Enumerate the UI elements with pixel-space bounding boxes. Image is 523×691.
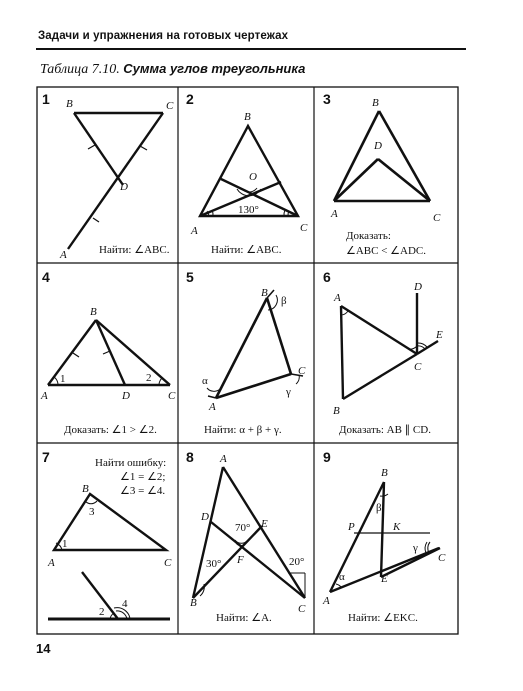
label-b: B	[244, 111, 251, 123]
angle-1: 1	[62, 538, 68, 550]
caption: Найти: ∠A.	[216, 612, 272, 624]
caption-line1: Найти ошибку:	[95, 457, 167, 469]
label-e: E	[436, 329, 443, 341]
figure-6	[341, 293, 438, 399]
alpha-label: α	[202, 375, 208, 387]
header-rule	[36, 48, 466, 50]
cell-4	[40, 269, 176, 436]
label-c: C	[414, 361, 422, 373]
caption-line1: Доказать:	[346, 230, 391, 242]
figure-1	[68, 113, 163, 249]
exercise-grid	[36, 86, 459, 635]
cell-6	[323, 269, 443, 436]
label-b: B	[90, 306, 97, 318]
angle-1: 1	[60, 373, 66, 385]
cell-2	[186, 91, 308, 256]
label-d: D	[201, 511, 209, 523]
caption: Доказать: ∠1 > ∠2.	[64, 424, 157, 436]
label-d: D	[122, 390, 130, 402]
alpha-label: α	[339, 571, 345, 583]
gamma-label: γ	[286, 386, 291, 398]
cell-number: 8	[186, 449, 194, 465]
label-a: A	[41, 390, 48, 402]
cell-5	[186, 269, 306, 436]
label-d: D	[414, 281, 422, 293]
cell-number: 9	[323, 449, 331, 465]
cell-number: 1	[42, 91, 50, 107]
cell-number: 5	[186, 269, 194, 285]
label-d: D	[374, 140, 382, 152]
table-name: Сумма углов треугольника	[123, 61, 306, 76]
angle-30: 30°	[206, 558, 222, 570]
cell-8	[186, 449, 306, 624]
caption: Найти: ∠ABC.	[211, 244, 282, 256]
label-e: E	[381, 573, 388, 585]
label-b: B	[82, 483, 89, 495]
label-c: C	[168, 390, 176, 402]
table-title	[40, 61, 305, 78]
label-c: C	[438, 552, 446, 564]
label-a: A	[331, 208, 338, 220]
cell-number: 3	[323, 91, 331, 107]
label-p: P	[348, 521, 355, 533]
angle-2: 2	[146, 372, 152, 384]
label-f: F	[237, 554, 244, 566]
angle-3: 3	[89, 506, 95, 518]
cell-1	[42, 91, 174, 261]
angle-2: 2	[99, 606, 105, 618]
label-c: C	[164, 557, 172, 569]
caption-line3: ∠3 = ∠4.	[120, 485, 166, 497]
figure-7	[48, 494, 170, 619]
table-number: Таблица 7.10.	[40, 62, 120, 77]
label-b: B	[261, 287, 268, 299]
caption: Доказать: AB ∥ CD.	[339, 424, 431, 436]
label-c: C	[298, 365, 306, 377]
cell-9	[322, 449, 446, 624]
caption-line2: ∠1 = ∠2;	[120, 471, 166, 483]
cell-number: 6	[323, 269, 331, 285]
figure-4	[48, 320, 170, 385]
caption: Найти: ∠ABC.	[99, 244, 170, 256]
label-a: A	[191, 225, 198, 237]
angle-20: 20°	[289, 556, 305, 568]
caption: Найти: ∠EKC.	[348, 612, 418, 624]
label-b: B	[333, 405, 340, 417]
cell-3	[323, 91, 441, 257]
angle-4: 4	[122, 598, 128, 610]
label-e: E	[261, 518, 268, 530]
figure-5	[207, 290, 303, 398]
beta-label: β	[281, 295, 287, 307]
label-c: C	[298, 603, 306, 615]
angle-label: 130°	[238, 204, 259, 216]
label-o: O	[249, 171, 257, 183]
label-b: B	[190, 597, 197, 609]
label-a: A	[323, 595, 330, 607]
gamma-label: γ	[413, 542, 418, 554]
label-a: A	[60, 249, 67, 261]
caption: Найти: α + β + γ.	[204, 424, 282, 436]
label-a: A	[334, 292, 341, 304]
label-a: A	[209, 401, 216, 413]
label-b: B	[381, 467, 388, 479]
label-c: C	[433, 212, 441, 224]
label-k: K	[393, 521, 401, 533]
page-header: Задачи и упражнения на готовых чертежах	[38, 30, 289, 42]
cell-7	[42, 449, 172, 619]
caption-line2: ∠ABC < ∠ADC.	[346, 245, 427, 257]
cell-number: 7	[42, 449, 50, 465]
cell-number: 2	[186, 91, 194, 107]
label-d: D	[120, 181, 128, 193]
figure-3	[334, 111, 430, 201]
label-a: A	[220, 453, 227, 465]
cell-number: 4	[42, 269, 50, 285]
label-c: C	[300, 222, 308, 234]
label-a: A	[48, 557, 55, 569]
label-c: C	[166, 100, 174, 112]
angle-70: 70°	[235, 522, 251, 534]
label-b: B	[66, 98, 73, 110]
page-number: 14	[36, 641, 51, 656]
label-b: B	[372, 97, 379, 109]
beta-label: β	[376, 502, 382, 514]
